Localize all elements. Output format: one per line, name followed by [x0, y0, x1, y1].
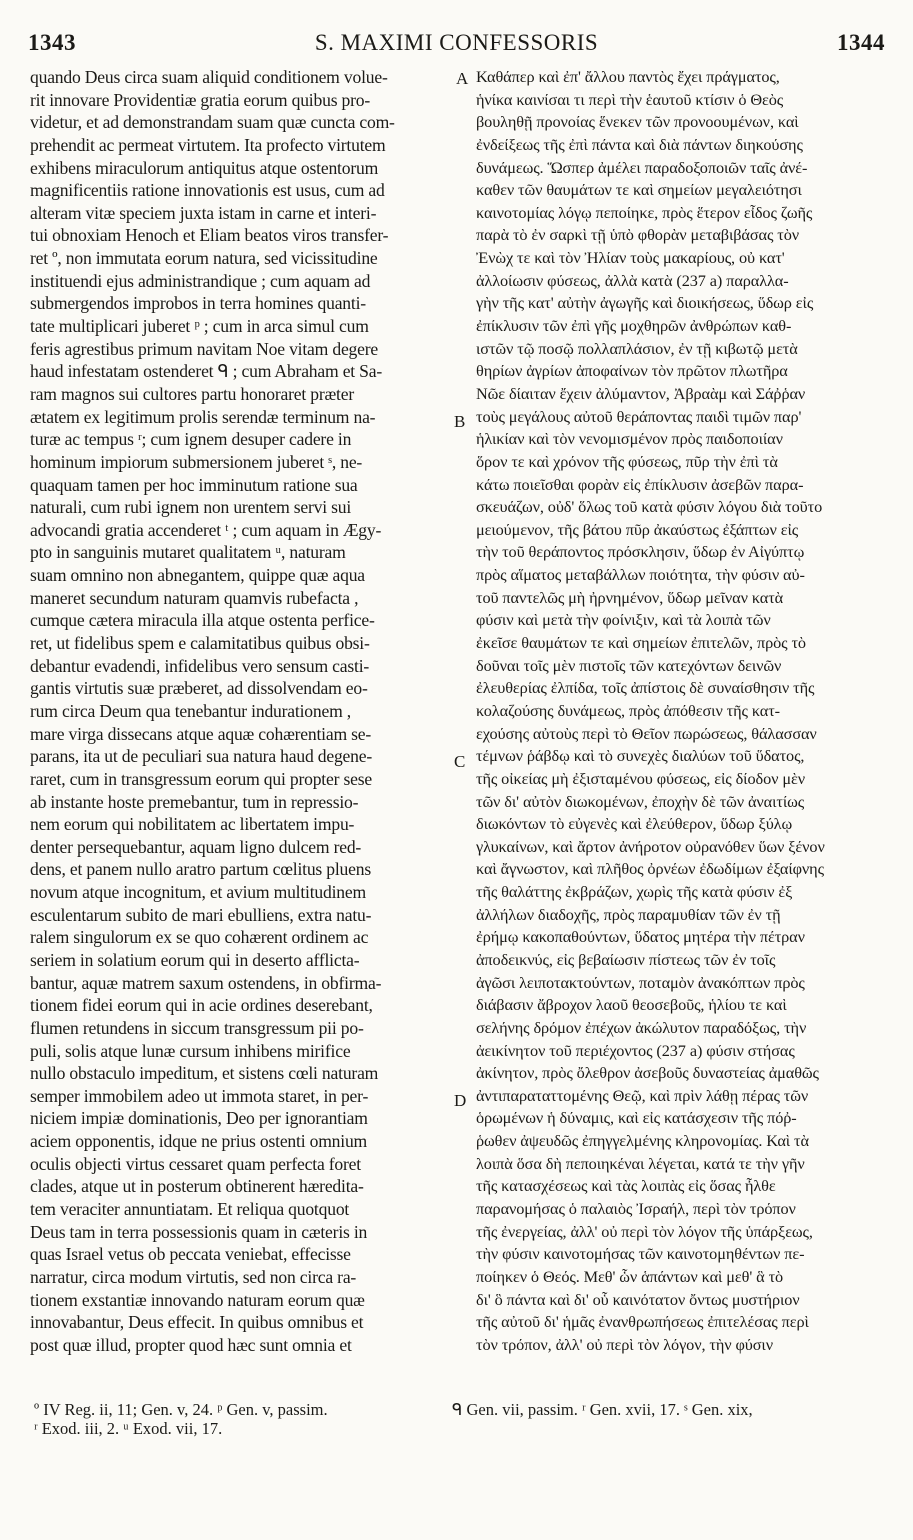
latin-text-line: seriem in solatium eorum qui in deserto afflicta- [30, 949, 360, 970]
greek-text-line: μειούμενον, τῆς βάτου πῦρ ἀκαύστως ἐξάπτων εἰς [476, 519, 799, 539]
greek-text-line: εχούσης αὐτοὺς περὶ τὸ Θεῖον πωρώσεως, θάλασσαν [476, 723, 817, 743]
latin-text-line: gantis virtutis suæ præberet, ad dissolvendam eo- [30, 678, 368, 699]
latin-text-line: rum circa Deum qua tenebantur indurationem , [30, 700, 351, 721]
greek-text-line: ἀεικίνητον τοῦ περιέχοντος (237 a) φύσιν στήσας [476, 1040, 795, 1060]
greek-text-line: Καθάπερ καὶ ἐπ' ἄλλου παντὸς ἔχει πράγματος, [476, 67, 780, 86]
latin-text-line: magnificentiis ratione innovationis est usus, cum ad [30, 180, 385, 201]
latin-text-line: esculentarum subito de mari ebulliens, extra natu- [30, 904, 372, 925]
latin-text-line: parans, ita ut de peculiari sua natura haud degene- [30, 746, 373, 767]
footnote-right-1: ᑫ Gen. vii, passim. ʳ Gen. xvii, 17. ˢ Gen. xix, [452, 1400, 753, 1419]
greek-text-line: ἀλλοίωσιν φύσεως, ἀλλὰ κατὰ (237 a) παραλλα- [476, 270, 789, 290]
latin-text-line: prehendit ac permeat virtutem. Ita profecto virtutem [30, 134, 386, 155]
greek-text-line: ἀλλήλων διαδοχῆς, πρὸς παραμυθίαν τῶν ἐν τῇ [476, 904, 781, 924]
page-header [28, 30, 885, 64]
greek-text-line: ὅρον τε καὶ χρόνον τῆς φύσεως, πῦρ τὴν ἐπὶ τὰ [476, 451, 778, 471]
greek-text-line: τοὺς μεγάλους αὐτοῦ θεράποντας παιδὶ τιμῶν παρ' [476, 406, 802, 426]
greek-text-line: σελήνης δρόμον ἐπέχων ἀκώλυτον παραδόξως, τὴν [476, 1017, 807, 1037]
latin-text-line: quas Israel vetus ob peccata veniebat, effecisse [30, 1244, 351, 1265]
latin-text-line: aciem opponentis, idque ne prius ostenti omnium [30, 1131, 368, 1152]
greek-text-line: πρὸς αἵματος μεταβάλλων ποιότητα, τὴν φύσιν αὐ- [476, 565, 805, 585]
latin-text-line: flumen retundens in siccum transgressum pii po- [30, 1017, 364, 1038]
footnote-left-2: ʳ Exod. iii, 2. ᵘ Exod. vii, 17. [34, 1419, 223, 1438]
greek-text-line: ποίηκεν ὁ Θεός. Μεθ' ὧν ἁπάντων καὶ μεθ' ἃ τὸ [476, 1266, 784, 1286]
greek-text-line: ἀκίνητον, πρὸς ὄλεθρον ἀσεβοῦς δυναστείας ἀμαθῶς [476, 1063, 819, 1083]
greek-text-line: θηρίων ἀγρίων ἀποφαίνων τὸν πρῶτον πλωτῆρα [476, 361, 788, 381]
footnote-left-1: º IV Reg. ii, 11; Gen. v, 24. ᵖ Gen. v, passim. [34, 1400, 328, 1419]
greek-text-line: ὁρωμένων ἡ δύναμις, καὶ εἰς κατάσχεσιν τῆς πόῤ- [476, 1108, 797, 1128]
latin-text-line: tui obnoxiam Henoch et Eliam beatos viros transfer- [30, 225, 389, 246]
latin-text-line: narratur, circa modum virtutis, sed non circa ra- [30, 1266, 357, 1287]
greek-text-line: ἐνδείξεως τῆς ἐπὶ πάντα καὶ διὰ πάντων διηκούσης [476, 134, 803, 154]
latin-text-line: rit innovare Providentiæ gratia eorum quibus pro- [30, 89, 371, 110]
greek-text-line: γὴν τῆς κατ' αὐτὴν ἀγωγῆς καὶ διοικήσεως, ὕδωρ εἰς [476, 293, 814, 313]
greek-text-line: ἀγῶσι λειποτακτούντων, ποταμὸν ἀνακόπτων πρὸς [476, 972, 805, 992]
greek-text-line: δι' ὃ πάντα καὶ δι' οὗ καινότατον ὄντως μυστήριον [476, 1289, 800, 1309]
latin-text-line: cumque cætera miracula illa atque ostenta perfice- [30, 610, 375, 631]
page-number-right: 1344 [837, 30, 885, 55]
section-marker-c: C [454, 752, 466, 771]
latin-text-line: turæ ac tempus ʳ; cum ignem desuper cadere in [30, 429, 352, 450]
running-title: S. MAXIMI CONFESSORIS [314, 30, 599, 55]
greek-text-line: δοῦναι τοῖς μὲν πιστοῖς τῶν κατεχόντων δεινῶν [476, 655, 782, 675]
greek-text-line: Νῶε δίαιταν ἔχειν ἀλύμαντον, Ἀβραὰμ καὶ Σάῤῥαν [476, 383, 806, 403]
greek-text-line: τὸν τρόπον, ἀλλ' οὐ περὶ τὸν λόγον, τὴν φύσιν [476, 1334, 773, 1354]
greek-text-line: κάτω ποιεῖσθαι φορὰν εἰς ἐπίκλυσιν ἀσεβῶν παρα- [476, 474, 804, 494]
greek-text-line: καὶ ἄγνωστον, καὶ πλῆθος ὀρνέων ἐδωδίμων ἐξαίφνης [476, 859, 824, 879]
latin-text-line: denter persequebantur, aquam ligno dulcem red- [30, 836, 362, 857]
latin-text-line: haud infestatam ostenderet ᑫ ; cum Abraham et Sa- [30, 361, 383, 382]
latin-text-line: tem veraciter annuntiatam. Et reliqua quotquot [30, 1199, 350, 1220]
latin-text-line: Deus tam in terra possessionis quam in cæteris in [30, 1221, 368, 1242]
latin-text-line: instituendi ejus administrandique ; cum aquam ad [30, 270, 371, 291]
greek-text-line: ἡνίκα καινίσαι τι περὶ τὴν ἑαυτοῦ κτίσιν ὁ Θεὸς [476, 89, 784, 109]
greek-text-line: διωκόντων τὸ εὐγενὲς καὶ ἐλεύθερον, ὕδωρ ξύλῳ [476, 814, 793, 834]
latin-text-line: alteram vitæ speciem juxta istam in carne et interi- [30, 202, 377, 223]
latin-text-line: advocandi gratia accenderet ᵗ ; cum aquam in Ægy- [30, 519, 382, 540]
greek-text-line: δυνάμεως. Ὥσπερ ἀμέλει παραδοξοποιῶν ταῖς ἀνέ- [476, 157, 808, 177]
greek-text-line: τὴν φύσιν καινοτομήσας τῶν καινοτομηθέντων πε- [476, 1244, 805, 1264]
latin-text-line: bantur, aquæ matrem saxum ostendens, in obfirma- [30, 972, 382, 993]
latin-text-line: ralem singulorum ex se quo cohærent ordinem ac [30, 927, 369, 948]
latin-text-line: raret, cum in transgressum eorum qui propter sese [30, 768, 372, 789]
latin-text-line: clades, atque ut in posterum obtinerent hæredita- [30, 1176, 364, 1197]
greek-text-line: τέμνων ῥάβδῳ καὶ τὸ συνεχὲς διαλύων τοῦ ὕδατος, [476, 746, 805, 766]
latin-text-line: suam omnino non abnegantem, quippe quæ aqua [30, 565, 365, 586]
latin-text-line: niciem impiæ dominationis, Deo per ignorantiam [30, 1108, 368, 1129]
greek-text-line: παρανομήσας ὁ παλαιὸς Ἰσραήλ, περὶ τὸν τρόπον [476, 1199, 796, 1219]
latin-text-line: novum atque incognitum, et avium multitudinem [30, 882, 366, 903]
latin-text-line: pto in sanguinis mutaret qualitatem ᵘ, naturam [30, 542, 346, 563]
greek-column [476, 66, 886, 1357]
latin-text-line: tionem fidei eorum qui in acie ordines deserebant, [30, 995, 373, 1016]
greek-text-line: ἀντιπαραταττομένης Θεῷ, καὶ πρὶν λάθῃ πέρας τῶν [476, 1085, 809, 1105]
latin-text-line: naturali, cum rubi ignem non urentem servi sui [30, 497, 352, 518]
latin-text-line: submergendos improbos in terra homines quanti- [30, 293, 366, 314]
greek-text-line: καθεν τῶν θαυμάτων τε καὶ σημείων μεγαλειότησι [476, 180, 802, 200]
greek-text-line: διάβασιν ἄβροχον λαοῦ θεοσεβοῦς, ἡλίου τε καὶ [476, 995, 787, 1015]
latin-text-line: quando Deus circa suam aliquid conditionem volue- [30, 67, 388, 87]
latin-text-line: nullo obstaculo impeditum, et sistens cœli naturam [30, 1063, 379, 1084]
latin-text-line: ram magnos sui cultores partu honoraret præter [30, 383, 355, 404]
greek-text-line: τῆς κατασχέσεως καὶ τὰς λοιπὰς εἰς ὅσας ἦλθε [476, 1176, 776, 1196]
latin-text-line: mare virga dissecans atque aquæ cohærentiam se- [30, 723, 372, 744]
greek-text-line: ἐλευθερίας ἐλπίδα, τοῖς ἀπίστοις δὲ συναίσθησιν τῆς [476, 678, 815, 698]
latin-text-line: quaquam tamen per hoc imminutum ratione sua [30, 474, 358, 495]
greek-text-line: ἀποδεικνύς, εἰς βεβαίωσιν πίστεως τῶν ἐν τοῖς [476, 949, 776, 969]
latin-text-line: innovabantur, Deus effecit. In quibus omnibus et [30, 1312, 364, 1333]
section-marker-d: D [454, 1091, 467, 1110]
greek-text-line: ἡλικίαν καὶ τὸν νενομισμένον πρὸς παιδοποιίαν [476, 429, 783, 449]
greek-text-line: κολαζούσης δυνάμεως, πρὸς ἀπόθεσιν τῆς κατ- [476, 700, 781, 720]
greek-text-line: ἐκεῖσε θαυμάτων τε καὶ σημείων ἐπιτελῶν, πρὸς τὸ [476, 633, 806, 653]
greek-text-line: γλυκαίνων, καὶ ἄρτον ἀνήροτον οὐρανόθεν ὕων ξένον [476, 836, 825, 856]
greek-text-line: ἐρήμῳ κακοπαθούντων, ὕδατος μητέρα τὴν πέτραν [476, 927, 805, 947]
greek-text-line: τῆς ἐνεργείας, ἀλλ' οὐ περὶ τὸν λόγον τῆς ὑπάρξεως, [476, 1221, 813, 1241]
greek-text-line: τῆς θαλάττης ἐκβράζων, χωρὶς τῆς κατὰ φύσιν ἐξ [476, 882, 793, 902]
latin-text-line: ætatem ex legitimum prolis serendæ terminum na- [30, 406, 376, 427]
latin-text-line: feris agrestibus primum navitam Noe vitam degere [30, 338, 379, 359]
greek-text-line: βουληθῇ προνοίας ἕνεκεν τῶν προνοουμένων, καὶ [476, 112, 799, 132]
latin-text-line: tate multiplicari juberet ᵖ ; cum in arca simul cum [30, 316, 369, 337]
latin-text-line: ret º, non immutata eorum natura, sed vicissitudine [30, 248, 378, 269]
latin-text-line: post quæ illud, propter quod hæc sunt omnia et [30, 1334, 352, 1355]
greek-text-line: Ἐνὼχ τε καὶ τὸν Ἠλίαν τοὺς μακαρίους, οὐ κατ' [476, 248, 785, 268]
latin-text-line: tionem exstantiæ innovando naturam eorum quæ [30, 1289, 365, 1310]
latin-text-line: puli, solis atque lunæ cursum inhibens mirifice [30, 1040, 351, 1061]
greek-text-line: καινοτομίας λόγῳ πεποίηκε, πρὸς ἕτερον εἶδος ζωῆς [476, 202, 813, 222]
greek-text-line: τὴν τοῦ θεράποντος πρόσκλησιν, ὕδωρ ἐν Αἰγύπτῳ [476, 542, 805, 562]
latin-text-line: maneret secundum naturam quamvis rubefacta , [30, 587, 359, 608]
greek-text-line: ιστῶν τῷ ποσῷ πολλαπλάσιον, ἐν τῇ κιβωτῷ μετὰ [476, 338, 798, 358]
section-marker-b: B [454, 412, 466, 431]
greek-text-line: παρὰ τὸ ἐν σαρκὶ τῇ ὑπὸ φθορὰν μεταβιβάσας τὸν [476, 225, 800, 245]
latin-text-line: hominum impiorum submersionem juberet ˢ, ne- [30, 451, 363, 472]
latin-text-line: semper immobilem adeo ut immota staret, in per- [30, 1085, 369, 1106]
section-marker-a: A [456, 69, 469, 88]
latin-text-line: dens, et panem nullo aratro partum cœlitus pluens [30, 859, 372, 880]
greek-text-line: τοῦ παντελῶς μὴ ἠρνημένον, ὕδωρ μεῖναν κατὰ [476, 587, 784, 607]
greek-text-line: λοιπὰ ὅσα δὴ πεποιηκέναι λέγεται, κατά τε τὴν γῆν [476, 1153, 805, 1173]
latin-text-line: oculis objecti virtus cessaret quam perfecta foret [30, 1153, 361, 1174]
latin-text-line: ab instante hoste premebantur, tum in repressio- [30, 791, 359, 812]
greek-text-line: τῆς οἰκείας μὴ ἐξισταμένου φύσεως, εἰς δίοδον μὲν [476, 768, 805, 788]
greek-text-line: φύσιν καὶ μετὰ τὴν φοίνιξιν, καὶ τὰ λοιπὰ τῶν [476, 610, 771, 630]
greek-text-line: ῥωθεν ἀψευδῶς ἐπηγγελμένης κληρονομίας. Καὶ τὰ [476, 1131, 809, 1151]
greek-text-line: ἐπίκλυσιν τῶν ἐπὶ γῆς μοχθηρῶν ἀνθρώπων καθ- [476, 316, 792, 336]
latin-text-line: nem eorum qui nobilitatem ac libertatem impu- [30, 814, 355, 835]
page-number-left: 1343 [28, 30, 76, 55]
greek-text-line: τῶν δι' αὐτὸν διωκομένων, ἐποχὴν δὲ τῶν ἀναιτίως [476, 791, 805, 811]
latin-text-line: exhibens miraculorum antiquitus atque ostentorum [30, 157, 379, 178]
greek-text-line: σκευάζων, οὐδ' ὅλως τοῦ κατὰ φύσιν λόγου διὰ τοῦτο [476, 497, 823, 517]
latin-text-line: ret, ut fidelibus spem e calamitatibus quibus obsi- [30, 633, 370, 654]
latin-text-line: videtur, et ad demonstrandam suam quæ cuncta com- [30, 112, 395, 133]
latin-column [30, 66, 452, 1357]
greek-text-line: τῆς αὐτοῦ δι' ἡμᾶς ἐνανθρωπήσεως ἐπιτελέσας περὶ [476, 1312, 809, 1332]
latin-text-line: debantur evadendi, infidelibus vero sensum casti- [30, 655, 370, 676]
